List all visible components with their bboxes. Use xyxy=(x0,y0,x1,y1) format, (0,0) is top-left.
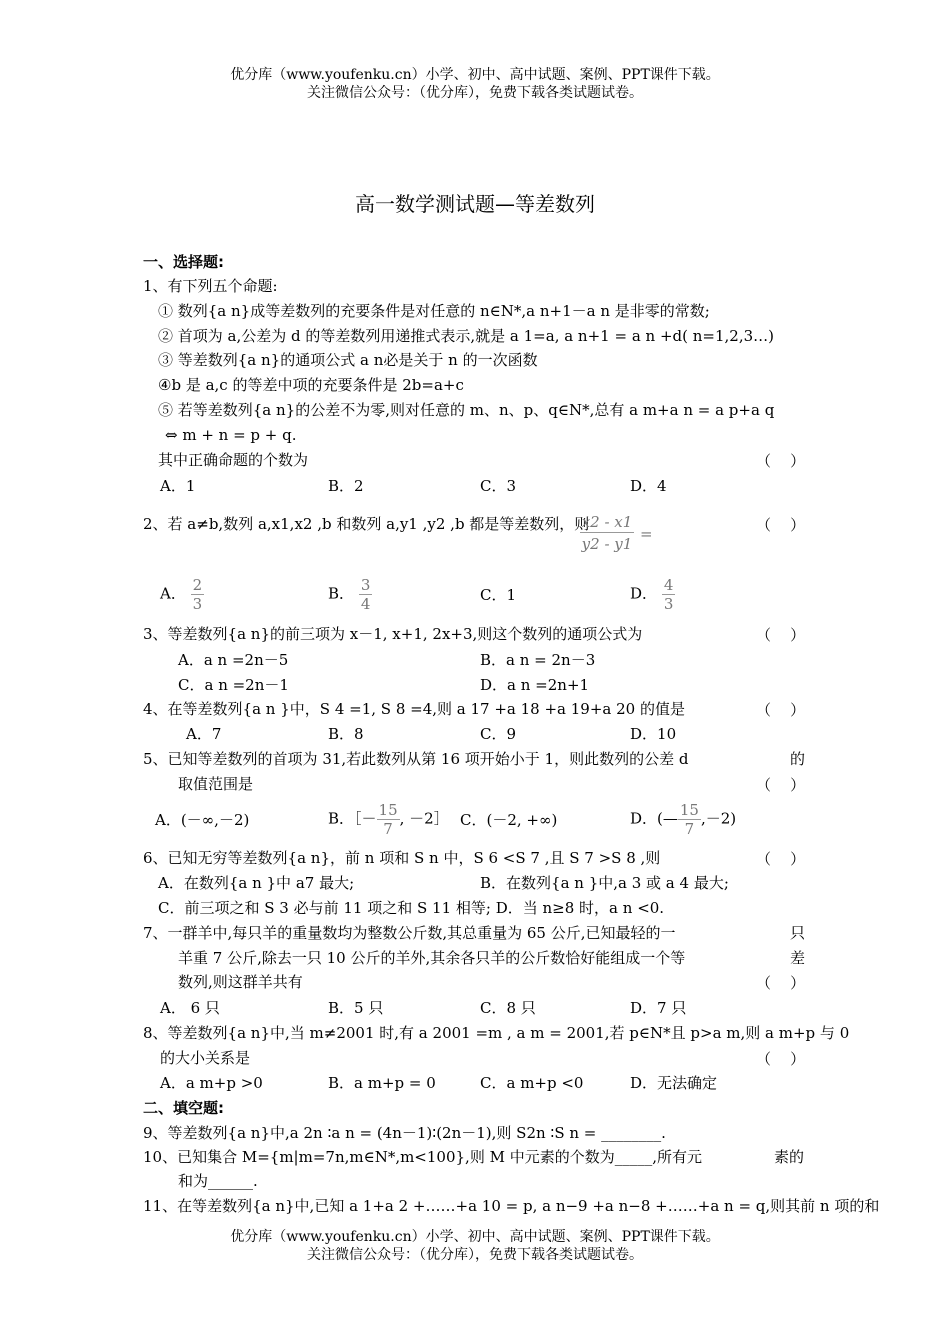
q5-option-d-prefix: D．(— xyxy=(630,809,678,828)
q3-option-c: C．a n =2n－1 xyxy=(178,676,289,694)
q8-stem: 8、等差数列{a n}中,当 m≠2001 时,有 a 2001 =m , a m = 2001,若 p∈N*且 p>a m,则 a m+p 与 0 xyxy=(143,1024,850,1042)
q2-option-b-label: B． xyxy=(328,584,355,603)
q2-expression xyxy=(580,512,653,555)
q6-answer-paren: （ ） xyxy=(756,850,806,868)
q1-proposition-2: ② 首项为 a,公差为 d 的等差数列用递推式表示,就是 a 1=a, a n+1 = a n +d( n=1,2,3…) xyxy=(158,327,774,345)
q8-stem-2: 的大小关系是 xyxy=(160,1049,251,1067)
q7-option-a: A． 6 只 xyxy=(160,999,220,1017)
q6-option-a: A．在数列{a n }中 a7 最大; xyxy=(158,874,355,892)
q3-answer-paren: （ ） xyxy=(756,626,806,644)
q3-option-a: A．a n =2n－5 xyxy=(178,651,289,669)
q2-option-d-fraction xyxy=(662,576,676,613)
q2-option-a-label: A． xyxy=(160,584,186,603)
q5-option-d xyxy=(630,801,736,838)
q8-option-b: B．a m+p = 0 xyxy=(328,1074,436,1092)
header-line-1: 优分库（www.youfenku.cn）小学、初中、高中试题、案例、PPT课件下载。 xyxy=(230,67,720,83)
q2-option-a-num: 2 xyxy=(192,576,203,594)
q1-stem: 1、有下列五个命题: xyxy=(143,277,278,295)
q2-option-a xyxy=(160,576,204,613)
q1-option-b: B．2 xyxy=(328,477,364,495)
q2-option-b-num: 3 xyxy=(360,576,371,594)
q5-option-d-fraction xyxy=(678,801,701,838)
q3-option-d: D．a n =2n+1 xyxy=(480,676,590,694)
q8-option-a: A．a m+p >0 xyxy=(160,1074,263,1092)
q4-option-c: C．9 xyxy=(480,725,517,743)
q8-option-d: D．无法确定 xyxy=(630,1074,718,1092)
q3-option-b: B．a n = 2n－3 xyxy=(480,651,596,669)
q6-stem: 6、已知无穷等差数列{a n}，前 n 项和 S n 中，S 6 <S 7 ,且 S 7 >S 8 ,则 xyxy=(143,849,661,867)
q1-ask: 其中正确命题的个数为 xyxy=(158,451,309,469)
q1-proposition-5: ⑤ 若等差数列{a n}的公差不为零,则对任意的 m、n、p、q∈N*,总有 a m+a n = a p+a q xyxy=(158,401,775,419)
q1-option-a: A．1 xyxy=(160,477,196,495)
q5-option-d-suffix: ,－2) xyxy=(700,809,737,828)
q8-answer-paren: （ ） xyxy=(756,1050,806,1068)
q4-stem: 4、在等差数列{a n }中，S 4 =1, S 8 =4,则 a 17 +a 18 +a 19+a 20 的值是 xyxy=(143,700,685,718)
q7-option-d: D．7 只 xyxy=(630,999,687,1017)
q3-stem: 3、等差数列{a n}的前三项为 x－1, x+1, 2x+3,则这个数列的通项公式为 xyxy=(143,625,643,643)
section-choice-heading: 一、选择题: xyxy=(143,253,224,271)
q2-option-d xyxy=(630,576,675,613)
q1-proposition-3: ③ 等差数列{a n}的通项公式 a n必是关于 n 的一次函数 xyxy=(158,351,538,369)
q4-option-a: A．7 xyxy=(186,725,222,743)
q1-proposition-1: ① 数列{a n}成等差数列的充要条件是对任意的 n∈N*,a n+1－a n 是非零的常数; xyxy=(158,302,710,320)
q5-stem-tail: 的 xyxy=(790,750,806,768)
page-footer xyxy=(0,1228,950,1264)
q5-stem-2: 取值范围是 xyxy=(178,775,254,793)
q1-answer-paren: （ ） xyxy=(756,452,806,470)
q5-option-b-prefix: B．［－ xyxy=(328,809,377,828)
q5-answer-paren: （ ） xyxy=(756,776,806,794)
q4-option-b: B．8 xyxy=(328,725,364,743)
q5-option-b-suffix: , －2］ xyxy=(399,809,449,828)
q6-option-cd: C．前三项之和 S 3 必与前 11 项之和 S 11 相等; D．当 n≥8 时，a n <0. xyxy=(158,899,665,917)
page-header xyxy=(0,66,950,102)
q2-option-a-den: 3 xyxy=(192,595,203,613)
q8-option-c: C．a m+p <0 xyxy=(480,1074,584,1092)
q1-option-d: D．4 xyxy=(630,477,667,495)
q5-option-d-den: 7 xyxy=(684,820,695,838)
q7-stem-tail: 只 xyxy=(790,924,806,942)
q2-option-d-den: 3 xyxy=(663,595,674,613)
q2-option-b xyxy=(328,576,372,613)
q2-option-b-den: 4 xyxy=(360,595,371,613)
q7-option-b: B．5 只 xyxy=(328,999,384,1017)
q2-expr-denominator: y2 - y1 xyxy=(581,535,633,553)
footer-line-2: 关注微信公众号：（优分库），免费下载各类试题试卷。 xyxy=(307,1247,643,1263)
q5-option-b-num: 15 xyxy=(378,801,398,819)
q7-answer-paren: （ ） xyxy=(756,974,806,992)
q7-stem-2: 羊重 7 公斤,除去一只 10 公斤的羊外,其余各只羊的公斤数恰好能组成一个等 xyxy=(178,949,686,967)
q1-proposition-5-cont: ⇔ m + n = p + q. xyxy=(165,426,297,444)
q5-option-a: A．(－∞,－2) xyxy=(155,811,250,829)
q7-stem-3: 数列,则这群羊共有 xyxy=(178,973,303,991)
q2-option-a-fraction xyxy=(191,576,205,613)
q2-option-b-fraction xyxy=(359,576,373,613)
q4-option-d: D．10 xyxy=(630,725,677,743)
q5-option-b-den: 7 xyxy=(383,820,393,838)
q6-option-b: B．在数列{a n }中,a 3 或 a 4 最大; xyxy=(480,874,729,892)
q4-answer-paren: （ ） xyxy=(756,701,806,719)
q5-option-b xyxy=(328,801,449,838)
q5-option-b-fraction xyxy=(377,801,400,838)
q1-proposition-4: ④b 是 a,c 的等差中项的充要条件是 2b=a+c xyxy=(158,376,464,394)
q7-stem-2-tail: 差 xyxy=(790,949,806,967)
q2-option-d-num: 4 xyxy=(663,576,674,594)
q10-stem: 10、已知集合 M={m|m=7n,m∈N*,m<100},则 M 中元素的个数为_____,所有元 xyxy=(143,1148,702,1166)
q2-answer-paren: （ ） xyxy=(756,516,806,534)
q11-text: 11、在等差数列{a n}中,已知 a 1+a 2 +……+a 10 = p, a n−9 +a n−8 +……+a n = q,则其前 n 项的和 xyxy=(143,1197,880,1215)
q9-text: 9、等差数列{a n}中,a 2n ∶a n = (4n－1)∶(2n－1),则 S2n ∶S n = ________. xyxy=(143,1124,666,1142)
q7-stem: 7、一群羊中,每只羊的重量数均为整数公斤数,其总重量为 65 公斤,已知最轻的一 xyxy=(143,924,676,942)
q5-option-c: C．(－2, +∞) xyxy=(460,811,558,829)
q2-expr-numerator: x2 - x1 xyxy=(581,513,633,531)
q1-option-c: C．3 xyxy=(480,477,517,495)
q5-stem: 5、已知等差数列的首项为 31,若此数列从第 16 项开始小于 1，则此数列的公差 d xyxy=(143,750,689,768)
q7-option-c: C．8 只 xyxy=(480,999,536,1017)
q10-stem-tail: 素的 xyxy=(774,1148,805,1166)
q5-option-d-num: 15 xyxy=(679,801,699,819)
q2-stem: 2、若 a≠b,数列 a,x1,x2 ,b 和数列 a,y1 ,y2 ,b 都是等差数列，则 xyxy=(143,515,590,533)
footer-line-1: 优分库（www.youfenku.cn）小学、初中、高中试题、案例、PPT课件下载。 xyxy=(230,1229,720,1245)
q2-expr-equals: = xyxy=(640,525,653,543)
q10-stem-2: 和为______. xyxy=(178,1172,258,1190)
header-line-2: 关注微信公众号：（优分库），免费下载各类试题试卷。 xyxy=(307,85,643,101)
page-title: 高一数学测试题—等差数列 xyxy=(355,192,595,216)
q2-option-d-label: D． xyxy=(630,584,658,603)
section-fill-heading: 二、填空题: xyxy=(143,1099,224,1117)
q2-option-c: C．1 xyxy=(480,586,517,604)
